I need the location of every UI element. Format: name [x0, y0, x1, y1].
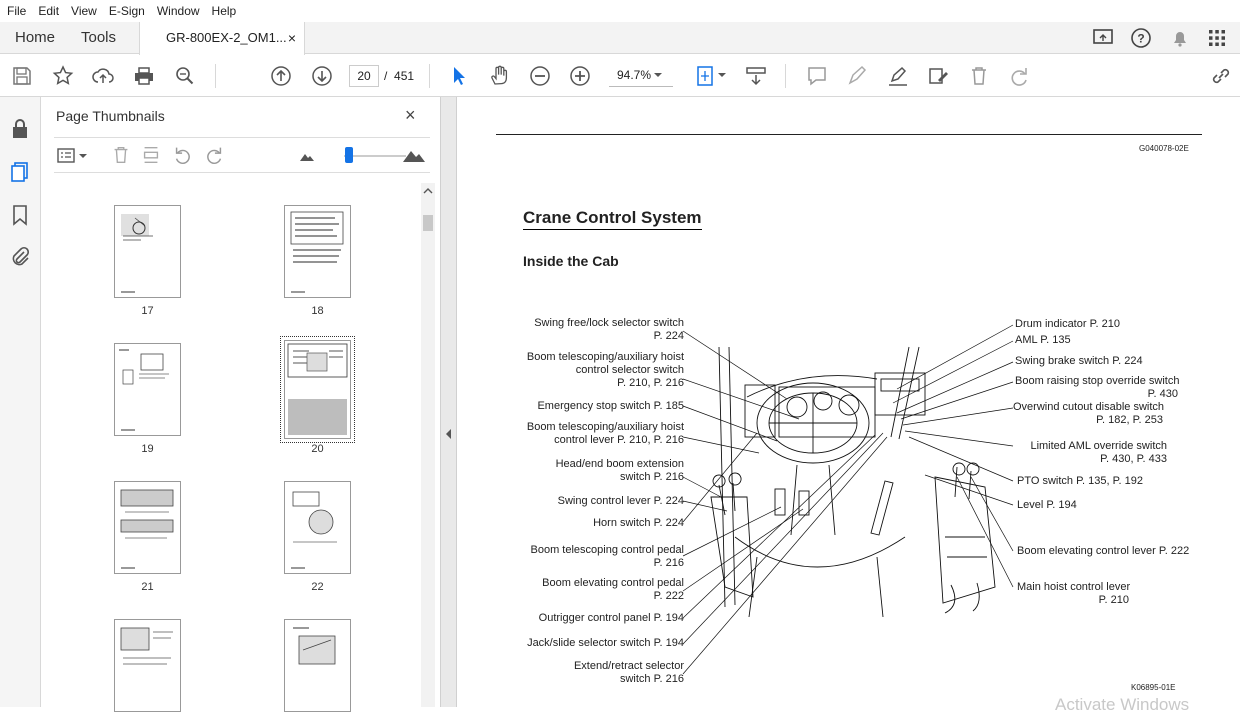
page-number-input[interactable]: 20	[349, 65, 379, 87]
previous-page-icon[interactable]	[269, 64, 293, 88]
zoom-out-icon[interactable]	[528, 64, 552, 88]
thumbnail-page-number: 18	[311, 305, 324, 317]
print-icon[interactable]	[132, 64, 156, 88]
delete-trash-icon[interactable]	[967, 64, 991, 88]
draw-sign-icon[interactable]	[886, 64, 910, 88]
label-boom-telescoping-lever: Boom telescoping/auxiliary hoist control lever P. 210, P. 216	[526, 421, 684, 446]
label-head-end-boom-extension: Head/end boom extension switch P. 216	[555, 458, 684, 483]
attachment-icon[interactable]	[8, 245, 32, 269]
label-jack-slide-selector: Jack/slide selector switch P. 194	[527, 637, 684, 649]
menu-window[interactable]: Window	[156, 4, 200, 18]
section-subtitle: Inside the Cab	[523, 253, 619, 269]
zoom-search-icon[interactable]	[173, 64, 197, 88]
collapse-arrow-icon[interactable]	[445, 428, 453, 440]
label-emergency-stop: Emergency stop switch P. 185	[537, 400, 684, 412]
label-aml: AML P. 135	[1015, 334, 1071, 346]
label-pto-switch: PTO switch P. 135, P. 192	[1017, 475, 1143, 487]
thumbnail-page-number: 17	[141, 305, 154, 317]
thumbnail-page[interactable]	[114, 619, 181, 712]
chevron-down-icon[interactable]	[716, 69, 728, 81]
menu-esign[interactable]: E-Sign	[108, 4, 145, 18]
menu-file[interactable]: File	[7, 4, 27, 18]
label-swing-brake-switch: Swing brake switch P. 224	[1015, 355, 1143, 367]
label-swing-free-lock: Swing free/lock selector switch P. 224	[534, 317, 684, 342]
label-limited-aml-override: Limited AML override switch P. 430, P. 433	[1030, 440, 1167, 465]
activation-watermark: Activate Windows	[1055, 695, 1190, 714]
svg-text:?: ?	[1137, 31, 1145, 46]
upload-cloud-icon[interactable]	[91, 64, 115, 88]
comment-icon[interactable]	[805, 64, 829, 88]
panel-title: Page Thumbnails	[56, 108, 165, 124]
thumbnail-page[interactable]	[114, 343, 181, 436]
slider-knob[interactable]	[345, 147, 353, 163]
document-tab-title: GR-800EX-2_OM1...	[166, 30, 287, 45]
label-outrigger-control-panel: Outrigger control panel P. 194	[538, 612, 684, 624]
thumbnail-page[interactable]	[284, 205, 351, 298]
label-extend-retract-selector: Extend/retract selector switch P. 216	[573, 660, 684, 685]
notification-bell-icon[interactable]	[1168, 26, 1192, 50]
label-horn-switch: Horn switch P. 224	[593, 517, 684, 529]
highlight-pen-icon[interactable]	[845, 64, 869, 88]
section-title: Crane Control System	[523, 208, 702, 230]
label-overwind-cutout-disable: Overwind cutout disable switch P. 182, P. 253	[1013, 401, 1165, 426]
tab-home[interactable]: Home	[15, 29, 56, 46]
panel-splitter[interactable]	[440, 97, 457, 707]
redo-icon[interactable]	[1007, 64, 1031, 88]
thumbnail-page-current[interactable]	[284, 340, 351, 439]
extract-page-icon[interactable]	[140, 144, 162, 166]
page-fit-icon[interactable]	[694, 64, 718, 88]
thumbnail-options-icon[interactable]	[56, 146, 90, 166]
thumbnail-page-number: 20	[311, 443, 324, 455]
label-boom-elevating-lever: Boom elevating control lever P. 222	[1017, 545, 1190, 557]
close-tab-icon[interactable]: ×	[287, 30, 296, 46]
thumbnail-page[interactable]	[114, 205, 181, 298]
label-swing-control-lever: Swing control lever P. 224	[557, 495, 684, 507]
delete-page-icon[interactable]	[110, 144, 132, 166]
toolbar-separator	[429, 64, 430, 88]
fill-sign-icon[interactable]	[926, 64, 950, 88]
menu-bar	[0, 0, 1240, 22]
small-mountain-icon[interactable]	[299, 150, 315, 162]
label-level: Level P. 194	[1017, 499, 1077, 511]
label-drum-indicator: Drum indicator P. 210	[1015, 318, 1120, 330]
thumbnail-toolbar	[54, 137, 430, 173]
thumbnail-page-number: 19	[141, 443, 154, 455]
thumbnail-scrollbar[interactable]	[421, 183, 435, 707]
share-screen-icon[interactable]	[1091, 26, 1115, 50]
hand-pan-icon[interactable]	[487, 64, 511, 88]
bookmarks-icon[interactable]	[8, 203, 32, 227]
left-rail	[0, 97, 41, 707]
help-icon[interactable]	[1129, 26, 1153, 50]
scroll-mode-icon[interactable]	[744, 64, 768, 88]
page-thumbnails-icon[interactable]	[8, 160, 32, 184]
label-main-hoist-lever: Main hoist control lever P. 210	[1017, 581, 1131, 606]
thumbnail-page-number: 21	[141, 581, 154, 593]
thumbnail-page[interactable]	[284, 481, 351, 574]
thumbnail-page[interactable]	[114, 481, 181, 574]
label-boom-telescoping-selector: Boom telescoping/auxiliary hoist control selector switch P. 210, P. 216	[526, 351, 684, 389]
figure-code: K06895-01E	[1131, 683, 1176, 692]
toolbar-separator	[215, 64, 216, 88]
bookmark-star-icon[interactable]	[51, 64, 75, 88]
thumbnail-size-slider[interactable]	[344, 155, 406, 157]
link-share-icon[interactable]	[1209, 64, 1233, 88]
apps-grid-icon[interactable]	[1205, 26, 1229, 50]
close-panel-icon[interactable]: ×	[405, 105, 416, 125]
page-total: / 451	[384, 69, 415, 83]
thumbnail-panel	[41, 97, 440, 707]
tab-document[interactable]	[139, 22, 305, 55]
rotate-left-icon[interactable]	[172, 144, 194, 166]
menu-edit[interactable]: Edit	[38, 4, 60, 18]
zoom-level-select[interactable]: 94.7%	[609, 65, 673, 87]
label-boom-telescoping-pedal: Boom telescoping control pedal P. 216	[530, 544, 684, 569]
scroll-thumb[interactable]	[423, 215, 433, 231]
rotate-right-icon[interactable]	[203, 144, 225, 166]
next-page-icon[interactable]	[310, 64, 334, 88]
tab-tools[interactable]: Tools	[81, 29, 117, 46]
zoom-in-icon[interactable]	[568, 64, 592, 88]
menu-view[interactable]: View	[71, 4, 97, 18]
lock-icon[interactable]	[8, 117, 32, 141]
scroll-up-icon[interactable]	[423, 187, 433, 195]
select-cursor-icon[interactable]	[447, 64, 471, 88]
document-viewer	[457, 97, 1240, 714]
label-boom-elevating-pedal: Boom elevating control pedal P. 222	[542, 577, 684, 602]
label-boom-raising-stop-override: Boom raising stop override switch P. 430	[1015, 375, 1180, 400]
document-code: G040078-02E	[1139, 144, 1189, 153]
thumbnail-page[interactable]	[284, 619, 351, 712]
save-icon[interactable]	[10, 64, 34, 88]
large-mountain-icon[interactable]	[402, 147, 426, 163]
tab-bar	[0, 22, 1240, 54]
thumbnail-page-number: 22	[311, 581, 324, 593]
menu-help[interactable]: Help	[211, 4, 237, 18]
toolbar-separator	[785, 64, 786, 88]
